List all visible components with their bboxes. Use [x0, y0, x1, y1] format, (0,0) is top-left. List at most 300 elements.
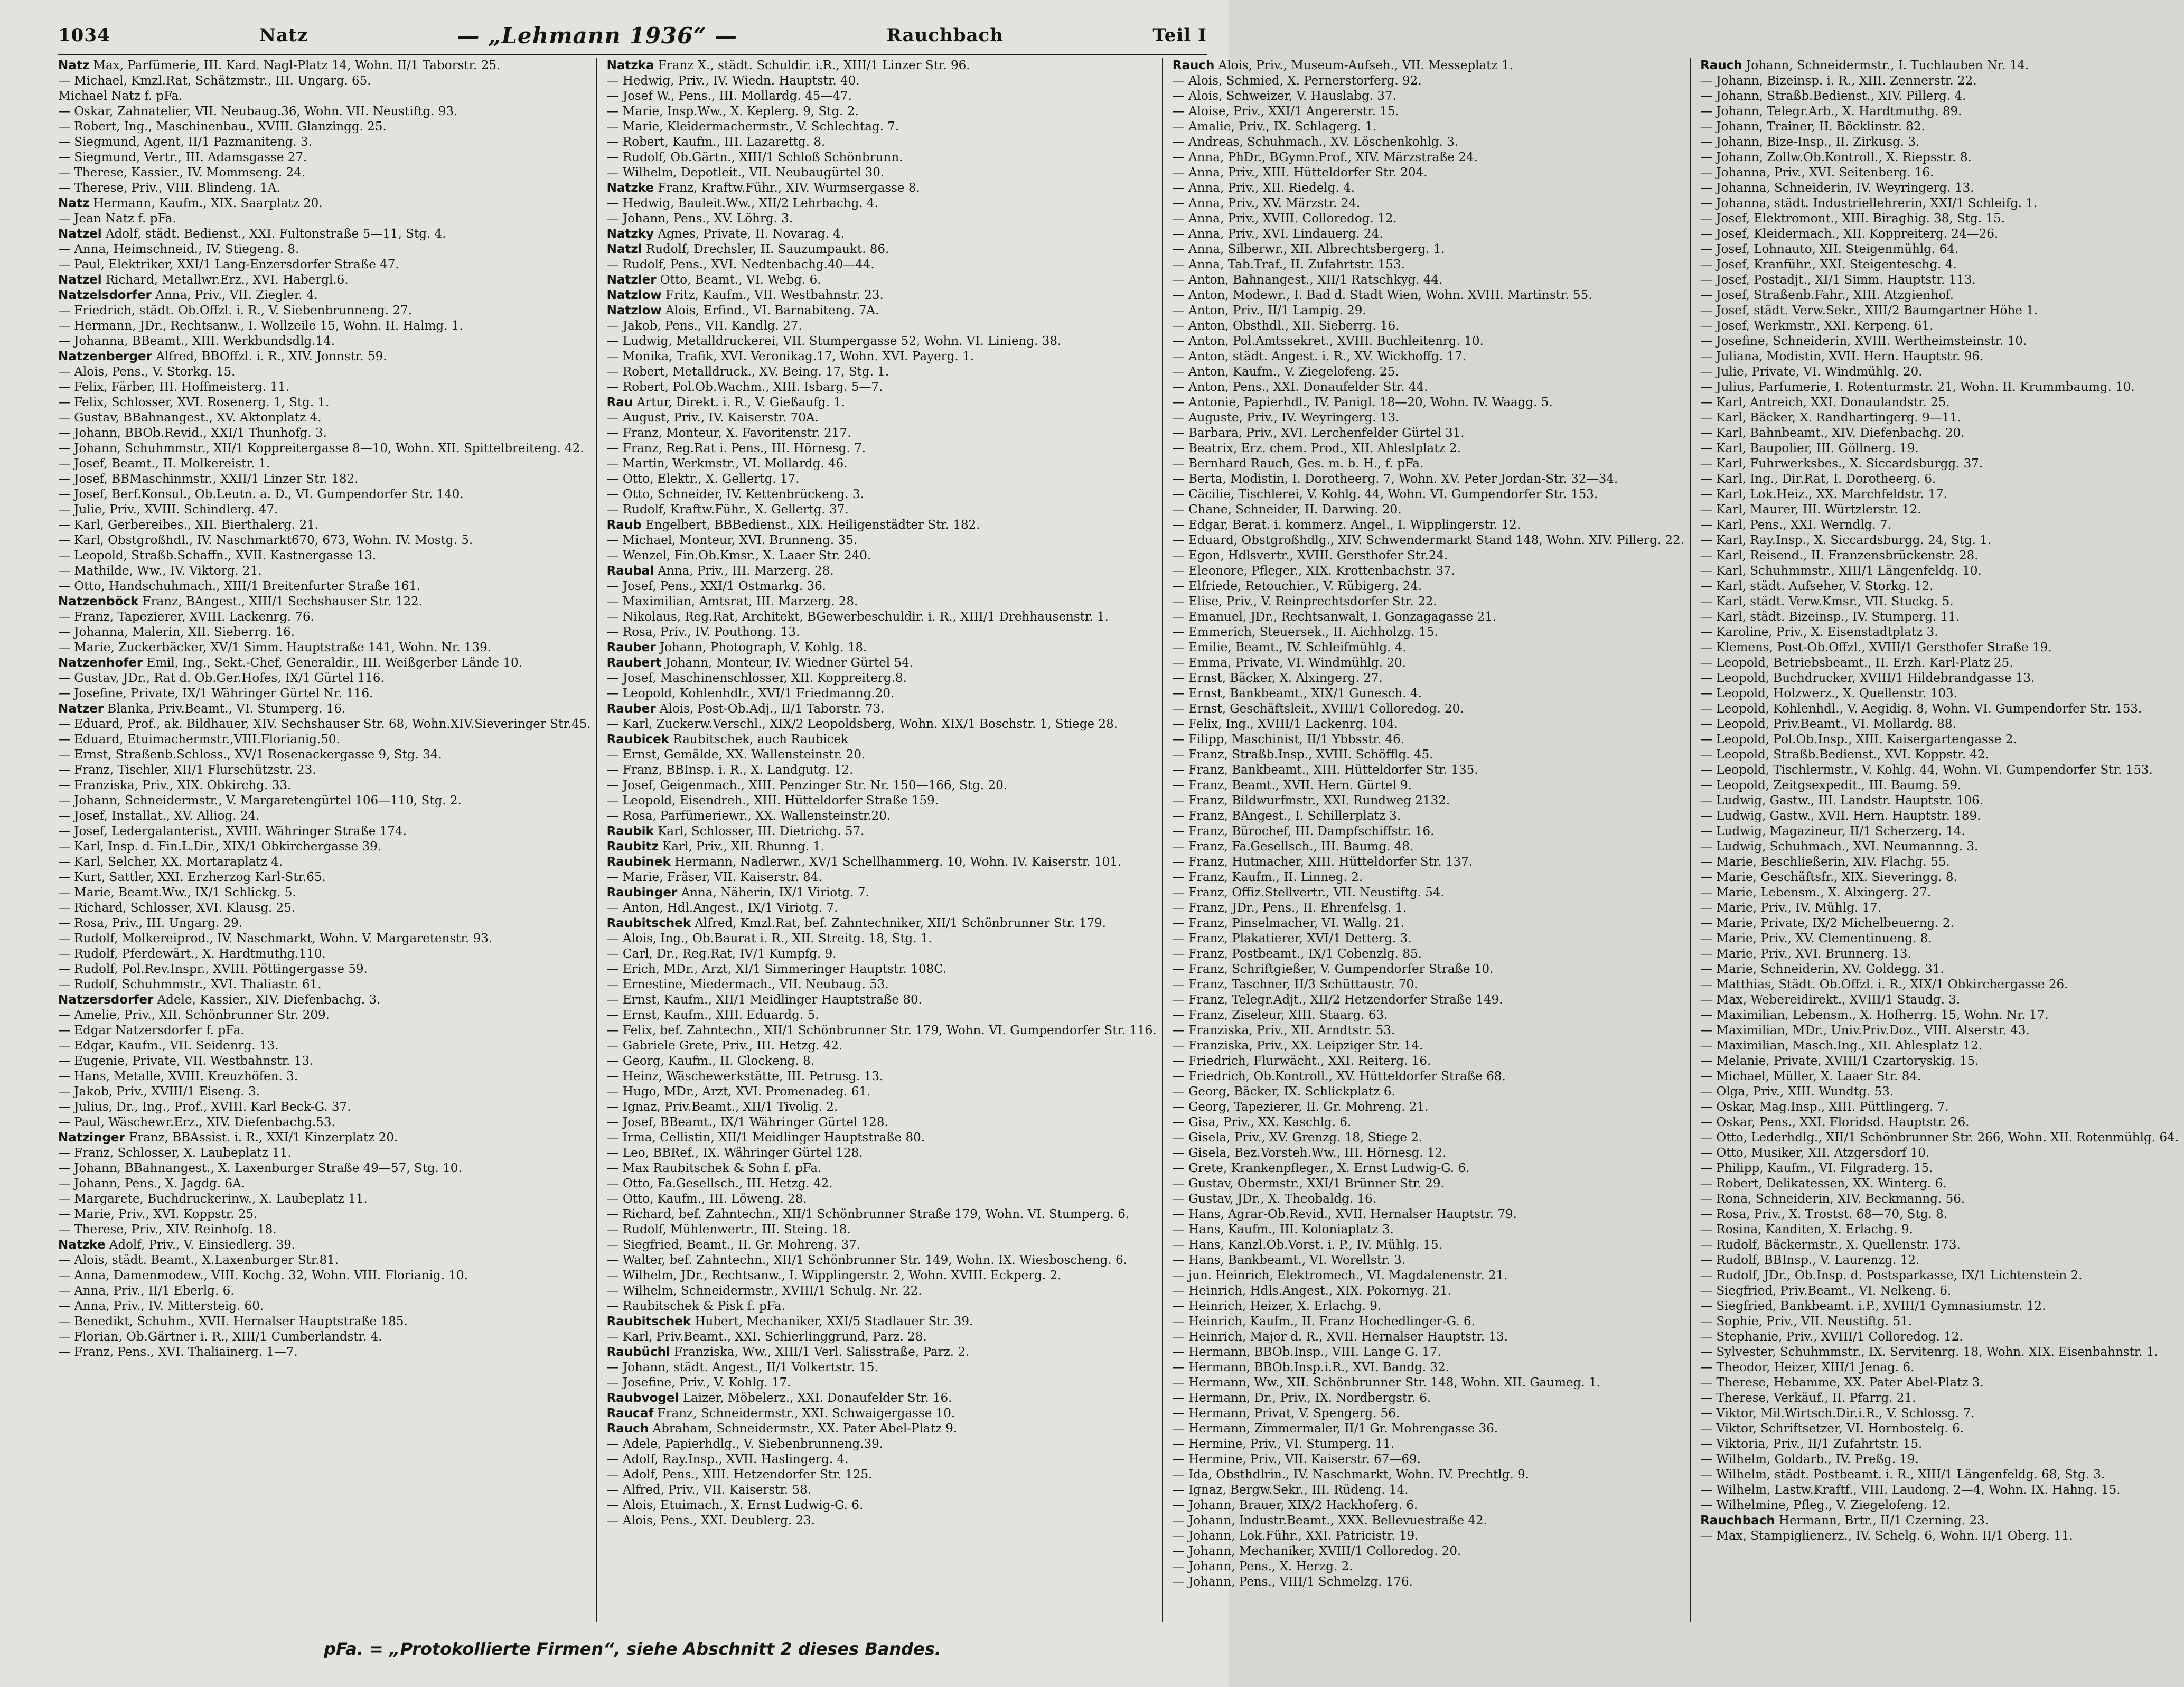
entry-text: — Adolf, Ray.Insp., XVII. Haslingerg. 4.	[606, 1452, 849, 1466]
entry-surname: Raubinek	[606, 855, 671, 869]
entry-text: — Otto, Kaufm., III. Löweng. 28.	[606, 1192, 807, 1206]
entry-text: — Franz, JDr., Pens., II. Ehrenfelsg. 1.	[1172, 901, 1407, 915]
directory-entry	[607, 1146, 1157, 1161]
entry-text: — Josef, Installat., XV. Alliog. 24.	[58, 809, 260, 823]
entry-text: — Gisa, Priv., XX. Kaschlg. 6.	[1172, 1116, 1352, 1129]
entry-text: — Theodor, Heizer, XIII/1 Jenag. 6.	[1700, 1361, 1915, 1374]
entry-text: — Marie, Insp.Ww., X. Keplerg. 9, Stg. 2.	[606, 105, 859, 118]
entry-text: — Amalie, Priv., IX. Schlagerg. 1.	[1172, 120, 1377, 134]
entry-text: — Josef, BBeamt., IX/1 Währinger Gürtel 128.	[606, 1116, 888, 1129]
entry-text: — Ernestine, Miedermach., VII. Neubaug. 53.	[606, 978, 889, 991]
directory-entry	[1173, 1054, 1684, 1069]
entry-text: — Heinrich, Hdls.Angest., XIX. Pokornyg. 21.	[1172, 1284, 1451, 1298]
directory-entry	[58, 1161, 591, 1176]
directory-entry	[1173, 165, 1684, 181]
entry-text: — Juliana, Modistin, XVII. Hern. Hauptstr. 96.	[1700, 350, 1984, 363]
entry-text: — Chane, Schneider, II. Darwing. 20.	[1172, 503, 1402, 517]
entry-text: Blanka, Priv.Beamt., VI. Stumperg. 16.	[107, 702, 346, 716]
entry-text: — Rudolf, Pens., XVI. Nedtenbachg.40—44.	[606, 258, 875, 271]
entry-text: — Maximilian, Masch.Ing., XII. Ahlesplatz 12.	[1700, 1039, 1983, 1053]
entry-text: Fritz, Kaufm., VII. Westbahnstr. 23.	[665, 288, 884, 302]
entry-text: — Karl, städt. Verw.Kmsr., VII. Stuckg. 5.	[1700, 595, 1954, 608]
directory-entry	[607, 181, 1157, 196]
entry-text: — Emilie, Beamt., IV. Schleifmühlg. 4.	[1172, 641, 1407, 654]
directory-entry	[58, 1192, 591, 1207]
directory-entry	[1173, 1559, 1684, 1574]
directory-entry	[1173, 395, 1684, 410]
entry-text: Franz, Kraftw.Führ., XIV. Wurmsergasse 8.	[658, 181, 920, 195]
entry-text: — Hedwig, Bauleit.Ww., XII/2 Lehrbachg. 4.	[606, 196, 878, 210]
entry-text: — Julius, Dr., Ing., Prof., XVIII. Karl Beck-G. 37.	[58, 1100, 351, 1114]
entry-text: — Michael, Müller, X. Laaer Str. 84.	[1700, 1070, 1921, 1083]
directory-entry	[1173, 809, 1684, 824]
directory-entry	[1173, 288, 1684, 303]
entry-surname: Natz	[58, 196, 90, 210]
entry-text: — Karl, städt. Bizeinsp., IV. Stumperg. 11.	[1700, 610, 1960, 624]
entry-text: — Gisela, Bez.Vorsteh.Ww., III. Hörnesg. 12.	[1172, 1146, 1447, 1160]
entry-text: — Josef, Maschinenschlosser, XII. Koppreiterg.8.	[606, 671, 907, 685]
directory-entry	[607, 1008, 1157, 1023]
directory-entry	[607, 89, 1157, 104]
directory-entry	[1173, 1421, 1684, 1437]
entry-text: — Viktor, Schriftsetzer, VI. Hornbostelg. 6.	[1700, 1422, 1964, 1436]
entry-text: — Ida, Obsthdlrin., IV. Naschmarkt, Wohn. IV. Prechtlg. 9.	[1172, 1468, 1529, 1482]
directory-entry	[1173, 196, 1684, 211]
entry-text: — Rudolf, Pferdewärt., X. Hardtmuthg.110.	[58, 947, 326, 961]
directory-entry	[58, 839, 591, 855]
directory-entry	[607, 104, 1157, 119]
directory-entry	[1173, 1314, 1684, 1329]
directory-entry	[607, 625, 1157, 640]
entry-text: — Michael, Kmzl.Rat, Schätzmstr., III. Ungarg. 65.	[58, 74, 371, 88]
directory-entry	[1173, 334, 1684, 349]
directory-entry	[58, 992, 591, 1008]
entry-surname: Rauber	[606, 702, 656, 716]
entry-text: — Walter, bef. Zahntechn., XII/1 Schönbrunner Str. 149, Wohn. IX. Wiesboscheng. 6.	[606, 1253, 1127, 1267]
directory-entry	[1700, 686, 2179, 701]
directory-entry	[1173, 273, 1684, 288]
directory-entry	[58, 594, 591, 610]
directory-entry	[1173, 1084, 1684, 1100]
entry-text: Franziska, Ww., XIII/1 Verl. Salisstraße, Parz. 2.	[674, 1345, 970, 1359]
directory-entry	[607, 1467, 1157, 1483]
entry-text: — Marie, Fräser, VII. Kaiserstr. 84.	[606, 870, 822, 884]
entry-text: — Karl, Selcher, XX. Mortaraplatz 4.	[58, 855, 283, 869]
entry-text: — Heinrich, Kaufm., II. Franz Hochedlinger-G. 6.	[1172, 1315, 1475, 1328]
directory-entry	[607, 395, 1157, 410]
directory-entry	[58, 227, 591, 242]
page-footer: pFa. = „Protokollierte Firmen“, siehe Abschnitt 2 dieses Bandes.	[324, 1639, 941, 1659]
entry-text: — Johann, Bizeinsp. i. R., XIII. Zennerstr. 22.	[1700, 74, 1977, 88]
entry-text: — Rudolf, Ob.Gärtn., XIII/1 Schloß Schönbrunn.	[606, 151, 903, 164]
directory-entry	[58, 1222, 591, 1238]
directory-entry	[1700, 1023, 2179, 1038]
entry-text: — Georg, Tapezierer, II. Gr. Mohreng. 21.	[1172, 1100, 1429, 1114]
directory-entry	[1173, 1130, 1684, 1146]
directory-entry	[58, 318, 591, 334]
directory-entry	[1700, 1054, 2179, 1069]
directory-entry	[1700, 441, 2179, 456]
directory-entry	[1173, 747, 1684, 763]
entry-text: — Oskar, Mag.Insp., XIII. Püttlingerg. 7.	[1700, 1100, 1949, 1114]
entry-text: — Eduard, Etuimachermstr.,VIII.Florianig.50.	[58, 733, 340, 746]
entry-text: — Therese, Priv., XIV. Reinhofg. 18.	[58, 1223, 277, 1236]
entry-text: — Alois, Schweizer, V. Hauslabg. 37.	[1172, 89, 1396, 103]
entry-text: Anna, Priv., III. Marzerg. 28.	[658, 564, 834, 578]
entry-text: — Maximilian, Amtsrat, III. Marzerg. 28.	[606, 595, 858, 608]
page-title: — „Lehmann 1936“ —	[457, 22, 738, 49]
entry-text: — Hedwig, Priv., IV. Wiedn. Hauptstr. 40.	[606, 74, 860, 88]
directory-entry	[607, 303, 1157, 318]
entry-text: — Anton, Hdl.Angest., IX/1 Viriotg. 7.	[606, 901, 838, 915]
entry-text: — Franziska, Priv., XIX. Obkirchg. 33.	[58, 779, 292, 792]
directory-entry	[1700, 104, 2179, 119]
entry-surname: Natzel	[58, 227, 102, 241]
directory-entry	[1700, 992, 2179, 1008]
directory-entry	[607, 73, 1157, 89]
entry-text: — Siegfried, Priv.Beamt., VI. Nelkeng. 6.	[1700, 1284, 1952, 1298]
entry-text: — Franz, BBInsp. i. R., X. Landgutg. 12.	[606, 763, 854, 777]
directory-entry	[58, 610, 591, 625]
entry-text: — Matthias, Städt. Ob.Offzl. i. R., XIX/1 Obkirchergasse 26.	[1700, 978, 2068, 991]
entry-text: — Johann, Pens., VIII/1 Schmelzg. 176.	[1172, 1575, 1413, 1589]
entry-text: — Felix, Schlosser, XVI. Rosenerg. 1, Stg. 1.	[58, 396, 330, 409]
entry-text: — Benedikt, Schuhm., XVII. Hernalser Hauptstraße 185.	[58, 1315, 408, 1328]
directory-entry	[1700, 303, 2179, 318]
entry-text: — Marie, Priv., XVI. Koppstr. 25.	[58, 1207, 258, 1221]
directory-entry	[58, 1146, 591, 1161]
directory-entry	[607, 992, 1157, 1008]
directory-entry	[58, 1100, 591, 1115]
entry-text: — Leopold, Zeitgsexpedit., III. Baumg. 59.	[1700, 779, 1962, 792]
entry-text: — Robert, Delikatessen, XX. Winterg. 6.	[1700, 1177, 1947, 1191]
directory-entry	[1700, 502, 2179, 518]
directory-entry	[1700, 73, 2179, 89]
directory-entry	[1173, 1268, 1684, 1283]
entry-text: — Paul, Elektriker, XXI/1 Lang-Enzersdorfer Straße 47.	[58, 258, 399, 271]
entry-text: Otto, Beamt., VI. Webg. 6.	[660, 273, 821, 287]
entry-surname: Natzke	[58, 1238, 106, 1252]
entry-surname: Natzenböck	[58, 595, 139, 608]
entry-text: — Johann, Pens., XV. Löhrg. 3.	[606, 212, 793, 226]
entry-text: Emil, Ing., Sekt.-Chef, Generaldir., III. Weißgerber Lände 10.	[146, 656, 522, 670]
directory-entry	[58, 885, 591, 901]
directory-entry	[58, 747, 591, 763]
directory-entry	[1173, 977, 1684, 992]
directory-entry	[607, 1054, 1157, 1069]
entry-text: — Johann, Lok.Führ., XXI. Patricistr. 19.	[1172, 1529, 1419, 1543]
directory-entry	[58, 1268, 591, 1283]
directory-entry	[1173, 211, 1684, 227]
entry-text: — Franz, Tischler, XII/1 Flurschützstr. 23.	[58, 763, 316, 777]
directory-entry	[58, 150, 591, 165]
directory-entry	[1700, 1360, 2179, 1375]
entry-text: — Leopold, Holzwerz., X. Quellenstr. 103.	[1700, 687, 1957, 700]
directory-entry	[607, 747, 1157, 763]
directory-entry	[607, 778, 1157, 793]
directory-entry	[1700, 1084, 2179, 1100]
entry-text: — Johann, Straßb.Bedienst., XIV. Pillerg. 4.	[1700, 89, 1966, 103]
directory-entry	[58, 1130, 591, 1146]
entry-text: — Siegmund, Vertr., III. Adamsgasse 27.	[58, 151, 307, 164]
entry-text: — Sophie, Priv., VII. Neustiftg. 51.	[1700, 1315, 1913, 1328]
directory-entry	[1173, 472, 1684, 487]
directory-entry	[1173, 824, 1684, 839]
directory-entry	[1173, 242, 1684, 257]
entry-text: — Otto, Fa.Gesellsch., III. Hetzg. 42.	[606, 1177, 833, 1191]
directory-entry	[1173, 640, 1684, 655]
directory-entry	[1700, 763, 2179, 778]
entry-text: — Hans, Metalle, XVIII. Kreuzhöfen. 3.	[58, 1070, 298, 1083]
directory-entry	[58, 135, 591, 150]
entry-text: Johann, Monteur, IV. Wiedner Gürtel 54.	[665, 656, 913, 670]
directory-entry	[1700, 548, 2179, 564]
entry-text: — Olga, Priv., XIII. Wundtg. 53.	[1700, 1085, 1894, 1099]
entry-text: — Rosa, Priv., III. Ungarg. 29.	[58, 916, 243, 930]
entry-text: — Siegmund, Agent, II/1 Pazmaniteng. 3.	[58, 135, 312, 149]
entry-text: — Ernst, Bankbeamt., XIX/1 Gunesch. 4.	[1172, 687, 1422, 700]
entry-text: Hermann, Nadlerwr., XV/1 Schellhammerg. 10, Wohn. IV. Kaiserstr. 101.	[674, 855, 1122, 869]
directory-entry	[607, 1115, 1157, 1130]
directory-entry	[1700, 977, 2179, 992]
entry-text: — Franz, Straßb.Insp., XVIII. Schöfflg. 45.	[1172, 748, 1433, 762]
entry-text: — Raubitschek & Pisk f. pFa.	[606, 1299, 786, 1313]
directory-entry	[1700, 1100, 2179, 1115]
entry-text: — Karl, Bäcker, X. Randhartingerg. 9—11.	[1700, 411, 1962, 425]
directory-entry	[607, 1375, 1157, 1391]
directory-entry	[1700, 288, 2179, 303]
directory-entry	[58, 655, 591, 671]
directory-entry	[1700, 89, 2179, 104]
directory-entry	[58, 1176, 591, 1192]
entry-text: — Johann, Pens., X. Jagdg. 6A.	[58, 1177, 246, 1191]
entry-text: — Josef, Pens., XXI/1 Ostmarkg. 36.	[606, 579, 827, 593]
entry-text: — Johann, BBahnangest., X. Laxenburger Straße 49—57, Stg. 10.	[58, 1161, 462, 1175]
entry-text: — Viktoria, Priv., II/1 Zufahrtstr. 15.	[1700, 1437, 1923, 1451]
entry-text: — Franziska, Priv., XX. Leipziger Str. 14.	[1172, 1039, 1423, 1053]
entry-text: — Alois, Pens., V. Storkg. 15.	[58, 365, 236, 379]
directory-entry	[58, 456, 591, 472]
directory-entry	[58, 119, 591, 135]
entry-text: — Wilhelm, Lastw.Kraftf., VIII. Laudong. 2—4, Wohn. IX. Hahng. 15.	[1700, 1483, 2121, 1497]
directory-entry	[1173, 227, 1684, 242]
directory-entry	[607, 1406, 1157, 1421]
entry-text: — Karl, Bahnbeamt., XIV. Diefenbachg. 20.	[1700, 426, 1965, 440]
entry-text: — Oskar, Zahnatelier, VII. Neubaug.36, Wohn. VII. Neustiftg. 93.	[58, 105, 458, 118]
directory-entry	[1173, 1207, 1684, 1222]
directory-entry	[1700, 1130, 2179, 1146]
directory-entry	[1173, 318, 1684, 334]
entry-text: — Rudolf, JDr., Ob.Insp. d. Postsparkasse, IX/1 Lichtenstein 2.	[1700, 1269, 2083, 1282]
directory-entry	[1700, 487, 2179, 502]
entry-text: — Leopold, Pol.Ob.Insp., XIII. Kaisergartengasse 2.	[1700, 733, 2017, 746]
directory-entry	[1173, 1146, 1684, 1161]
entry-text: — Marie, Priv., XV. Clementinueng. 8.	[1700, 932, 1932, 945]
column-4	[1700, 58, 2184, 1622]
directory-entry	[1700, 640, 2179, 655]
directory-entry	[1700, 870, 2179, 885]
entry-text: — Felix, Färber, III. Hoffmeisterg. 11.	[58, 380, 289, 394]
entry-text: — Leopold, Straßb.Schaffn., XVII. Kastnergasse 13.	[58, 549, 377, 563]
directory-entry	[58, 211, 591, 227]
directory-entry	[1700, 1406, 2179, 1421]
entry-text: — Heinrich, Major d. R., XVII. Hernalser Hauptstr. 13.	[1172, 1330, 1508, 1344]
directory-entry	[58, 778, 591, 793]
entry-text: Max, Parfümerie, III. Kard. Nagl-Platz 14, Wohn. II/1 Taborstr. 25.	[93, 59, 501, 72]
directory-entry	[1173, 671, 1684, 686]
entry-text: — Siegfried, Bankbeamt. i.P., XVIII/1 Gymnasiumstr. 12.	[1700, 1299, 2046, 1313]
entry-text: — Rudolf, Bäckermstr., X. Quellenstr. 173.	[1700, 1238, 1961, 1252]
directory-entry	[607, 257, 1157, 273]
entry-surname: Natzer	[58, 702, 104, 716]
directory-entry	[1173, 181, 1684, 196]
entry-text: — Johann, Schuhmmstr., XII/1 Koppreitergasse 8—10, Wohn. XII. Spittelbreiteng. 42.	[58, 442, 584, 455]
entry-text: — Wenzel, Fin.Ob.Kmsr., X. Laaer Str. 240.	[606, 549, 871, 563]
directory-entry	[1700, 1513, 2179, 1529]
entry-text: — Therese, Priv., VIII. Blindeng. 1A.	[58, 181, 280, 195]
directory-entry	[58, 518, 591, 533]
directory-entry	[1700, 533, 2179, 548]
entry-text: — Anton, Priv., II/1 Lampig. 29.	[1172, 304, 1366, 317]
directory-entry	[607, 288, 1157, 303]
directory-entry	[58, 1115, 591, 1130]
directory-entry	[1173, 1513, 1684, 1529]
directory-entry	[1173, 1069, 1684, 1084]
entry-text: — Max, Webereidirekt., XVIII/1 Staudg. 3.	[1700, 993, 1961, 1007]
entry-text: — Karl, Ing., Dir.Rat, I. Dorotheerg. 6.	[1700, 472, 1936, 486]
entry-surname: Rauber	[606, 641, 656, 654]
entry-text: — Hans, Bankbeamt., VI. Worellstr. 3.	[1172, 1253, 1406, 1267]
entry-text: — Franz, Tapezierer, XVIII. Lackenrg. 76.	[58, 610, 314, 624]
directory-entry	[607, 1329, 1157, 1345]
entry-text: — Julius, Parfumerie, I. Rotenturmstr. 21, Wohn. II. Krummbaumg. 10.	[1700, 380, 2135, 394]
directory-entry	[607, 1069, 1157, 1084]
directory-entry	[607, 977, 1157, 992]
directory-entry	[1700, 472, 2179, 487]
directory-entry	[607, 426, 1157, 441]
entry-text: — Eduard, Obstgroßhdlg., XIV. Schwendermarkt Stand 148, Wohn. XIV. Pillerg. 22.	[1172, 533, 1685, 547]
entry-text: — Franz, Ziseleur, XIII. Staarg. 63.	[1172, 1008, 1388, 1022]
entry-text: — Franz, Bürochef, III. Dampfschiffstr. 16.	[1172, 824, 1435, 838]
entry-text: — Anton, Pens., XXI. Donaufelder Str. 44.	[1172, 380, 1428, 394]
entry-text: — Max, Stampiglienerz., IV. Schelg. 6, Wohn. II/1 Oberg. 11.	[1700, 1529, 2073, 1543]
directory-entry	[1173, 1008, 1684, 1023]
directory-entry	[1700, 655, 2179, 671]
directory-entry	[607, 502, 1157, 518]
entry-text: — Hans, Kaufm., III. Koloniaplatz 3.	[1172, 1223, 1394, 1236]
entry-surname: Raubüchl	[606, 1345, 670, 1359]
entry-text: — Edgar, Berat. i. kommerz. Angel., I. Wipplingerstr. 12.	[1172, 518, 1521, 532]
entry-surname: Raucaf	[606, 1407, 654, 1420]
directory-entry	[1700, 916, 2179, 931]
entry-text: — Josef, Straßenb.Fahr., XIII. Atzgienhof.	[1700, 288, 1954, 302]
directory-entry	[1700, 1008, 2179, 1023]
entry-text: — Melanie, Private, XVIII/1 Czartoryskig. 15.	[1700, 1054, 1979, 1068]
entry-text: — Franz, Pinselmacher, VI. Wallg. 21.	[1172, 916, 1404, 930]
directory-entry	[1700, 564, 2179, 579]
entry-text: — Josef, Kleidermach., XII. Koppreiterg. 24—26.	[1700, 227, 1999, 241]
entry-text: — Ernst, Geschäftsleit., XVIII/1 Colloredog. 20.	[1172, 702, 1464, 716]
directory-entry	[607, 119, 1157, 135]
entry-text: — Johann, Mechaniker, XVIII/1 Colloredog. 20.	[1172, 1544, 1461, 1558]
entry-text: — Marie, Beamt.Ww., IX/1 Schlickg. 5.	[58, 886, 296, 899]
entry-text: — Karl, Reisend., II. Franzensbrückenstr. 28.	[1700, 549, 1979, 563]
directory-entry	[1700, 778, 2179, 793]
entry-text: — Franz, Hutmacher, XIII. Hütteldorfer Str. 137.	[1172, 855, 1473, 869]
entry-text: — Anna, Priv., XVI. Lindauerg. 24.	[1172, 227, 1383, 241]
directory-entry	[607, 380, 1157, 395]
directory-entry	[58, 73, 591, 89]
entry-text: — Nikolaus, Reg.Rat, Architekt, BGewerbeschuldir. i. R., XIII/1 Drehhausenstr. 1.	[606, 610, 1109, 624]
directory-entry	[1700, 242, 2179, 257]
entry-text: — Irma, Cellistin, XII/1 Meidlinger Hauptstraße 80.	[606, 1131, 925, 1145]
directory-entry	[607, 1283, 1157, 1299]
entry-text: — Robert, Ing., Maschinenbau., XVIII. Glanzingg. 25.	[58, 120, 387, 134]
directory-entry	[58, 257, 591, 273]
directory-entry	[1173, 150, 1684, 165]
entry-text: — Anna, Priv., XIII. Hütteldorfer Str. 204.	[1172, 166, 1428, 180]
entry-text: — Richard, bef. Zahntechn., XII/1 Schönbrunner Straße 179, Wohn. VI. Stumperg. 6.	[606, 1207, 1130, 1221]
entry-text: Karl, Schlosser, III. Dietrichg. 57.	[658, 824, 865, 838]
entry-surname: Raubert	[606, 656, 662, 670]
entry-text: — Rudolf, Pol.Rev.Inspr., XVIII. Pöttingergasse 59.	[58, 962, 368, 976]
directory-entry	[58, 1329, 591, 1345]
directory-entry	[607, 1483, 1157, 1498]
entry-text: — Leopold, Tischlermstr., V. Kohlg. 44, Wohn. VI. Gumpendorfer Str. 153.	[1700, 763, 2153, 777]
entry-text: — Hermann, Zimmermaler, II/1 Gr. Mohrengasse 36.	[1172, 1422, 1498, 1436]
directory-entry	[1173, 870, 1684, 885]
entry-surname: Raub	[606, 518, 642, 532]
directory-entry	[58, 395, 591, 410]
entry-text: — Leopold, Priv.Beamt., VI. Mollardg. 88.	[1700, 717, 1956, 731]
entry-text: — Heinz, Wäschewerkstätte, III. Petrusg. 13.	[606, 1070, 884, 1083]
directory-entry	[1700, 1192, 2179, 1207]
directory-entry	[1173, 732, 1684, 747]
directory-entry	[58, 181, 591, 196]
entry-text: — Auguste, Priv., IV. Weyringerg. 13.	[1172, 411, 1400, 425]
entry-text: — Josefine, Schneiderin, XVIII. Wertheimsteinstr. 10.	[1700, 334, 2027, 348]
directory-entry	[1173, 793, 1684, 809]
entry-text: — Felix, Ing., XVIII/1 Lackenrg. 104.	[1172, 717, 1398, 731]
directory-entry	[58, 732, 591, 747]
entry-text: — Ernst, Straßenb.Schloss., XV/1 Rosenackergasse 9, Stg. 34.	[58, 748, 442, 762]
entry-text: — Josef, BBMaschinmstr., XXII/1 Linzer Str. 182.	[58, 472, 359, 486]
entry-text: — Karl, Insp. d. Fin.L.Dir., XIX/1 Obkirchergasse 39.	[58, 840, 382, 854]
directory-entry	[1173, 962, 1684, 977]
entry-text: — Johanna, BBeamt., XIII. Werkbundsdlg.14.	[58, 334, 335, 348]
entry-text: — Ernst, Bäcker, X. Alxingerg. 27.	[1172, 671, 1383, 685]
directory-entry	[1700, 1253, 2179, 1268]
entry-text: — Gustav, Obermstr., XXI/1 Brünner Str. 29.	[1172, 1177, 1445, 1191]
left-keyword: Natz	[259, 25, 308, 46]
entry-text: — Robert, Kaufm., III. Lazarettg. 8.	[606, 135, 826, 149]
entry-text: — Anna, Priv., IV. Mittersteig. 60.	[58, 1299, 264, 1313]
entry-text: — Emma, Private, VI. Windmühlg. 20.	[1172, 656, 1406, 670]
entry-text: — Hermann, BBOb.Insp.i.R., XVI. Bandg. 32.	[1172, 1361, 1450, 1374]
entry-text: Abraham, Schneidermstr., XX. Pater Abel-Platz 9.	[652, 1422, 958, 1436]
entry-text: — Franz, Beamt., XVII. Hern. Gürtel 9.	[1172, 779, 1412, 792]
directory-entry	[1700, 257, 2179, 273]
entry-text: — Jakob, Priv., XVIII/1 Eiseng. 3.	[58, 1085, 260, 1099]
directory-entry	[1700, 364, 2179, 380]
entry-text: — Friedrich, Ob.Kontroll., XV. Hütteldorfer Straße 68.	[1172, 1070, 1506, 1083]
entry-text: — Ludwig, Gastw., XVII. Hern. Hauptstr. 189.	[1700, 809, 1981, 823]
entry-text: — Hermine, Priv., VII. Kaiserstr. 67—69.	[1172, 1452, 1421, 1466]
entry-surname: Rauch	[1172, 59, 1215, 72]
entry-text: — Rudolf, Kraftw.Führ., X. Gellertg. 37.	[606, 503, 849, 517]
entry-text: — Josef, Kranführ., XXI. Steigenteschg. 4.	[1700, 258, 1957, 271]
entry-text: Alois, Post-Ob.Adj., II/1 Taborstr. 73.	[659, 702, 885, 716]
